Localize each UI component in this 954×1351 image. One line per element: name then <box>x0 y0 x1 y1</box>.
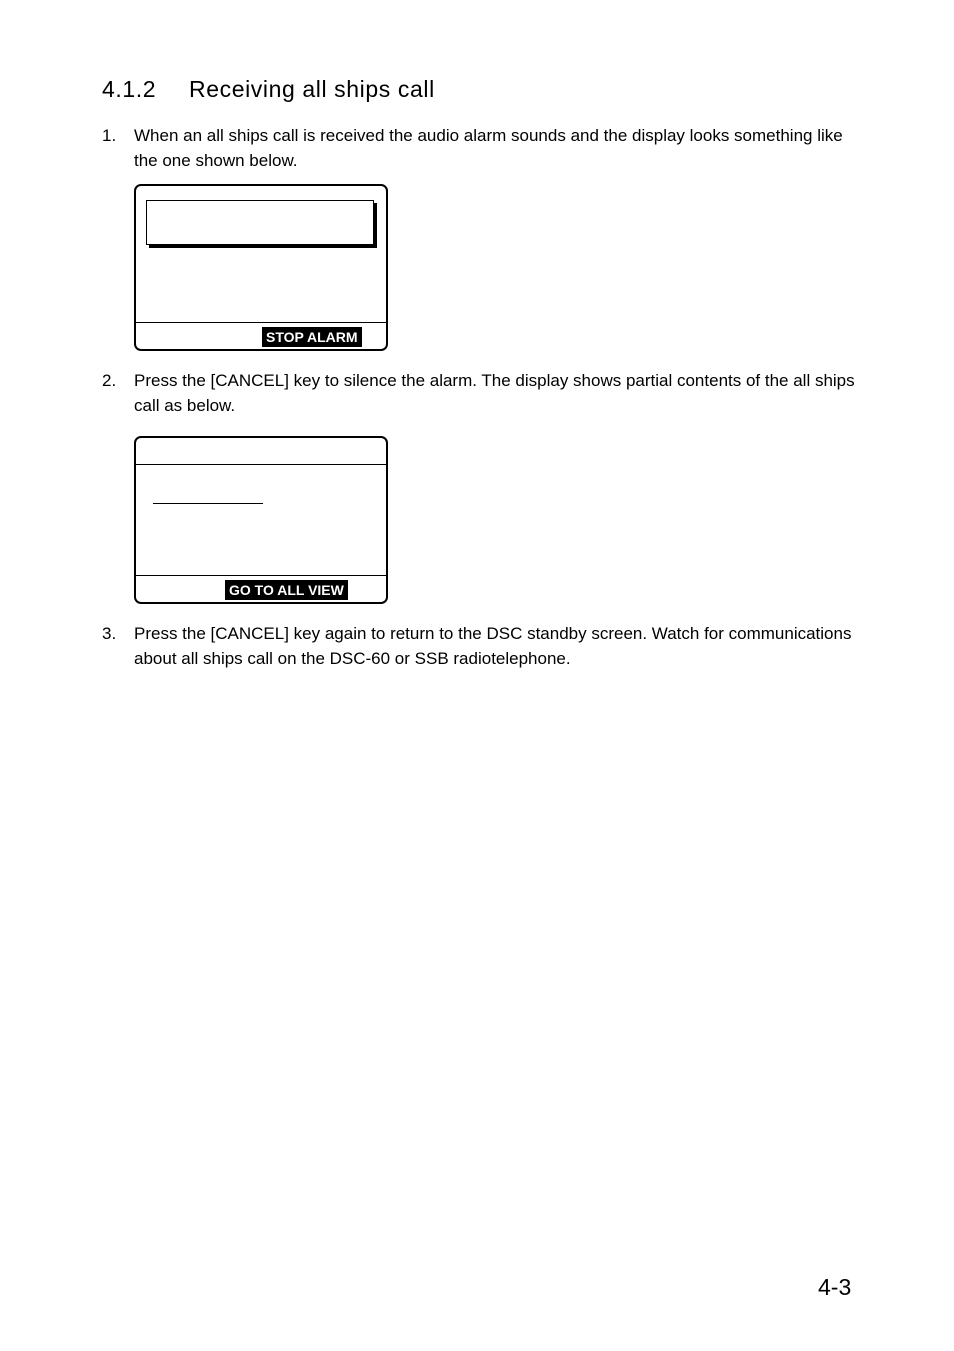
step-text: Press the [CANCEL] key again to return to the DSC standby screen. Watch for communications about all ships call on the DSC-60 or SSB radiotelephone. <box>134 624 852 668</box>
step-text: When an all ships call is received the audio alarm sounds and the display looks something like the one shown below. <box>134 126 843 170</box>
step-2 <box>102 368 862 418</box>
go-to-all-view-softkey[interactable]: GO TO ALL VIEW <box>225 580 348 600</box>
step-number: 3. <box>102 624 117 643</box>
title-divider <box>136 464 386 465</box>
section-number: 4.1.2 <box>102 76 157 102</box>
alert-message-box <box>146 200 374 245</box>
section-title: Receiving all ships call <box>189 76 435 102</box>
page-number: 4-3 <box>818 1274 852 1300</box>
step-1 <box>102 123 862 173</box>
step-text: Press the [CANCEL] key to silence the alarm. The display shows partial contents of the all ships call as below. <box>134 371 855 415</box>
stop-alarm-softkey[interactable]: STOP ALARM <box>262 327 362 347</box>
alarm-display-screen <box>134 184 388 351</box>
partial-contents-screen <box>134 436 388 604</box>
content-underline <box>153 503 263 504</box>
softkey-divider <box>136 575 386 576</box>
step-number: 2. <box>102 371 117 390</box>
step-number: 1. <box>102 126 117 145</box>
section-heading <box>102 76 435 103</box>
step-3 <box>102 621 862 671</box>
softkey-divider <box>136 322 386 323</box>
